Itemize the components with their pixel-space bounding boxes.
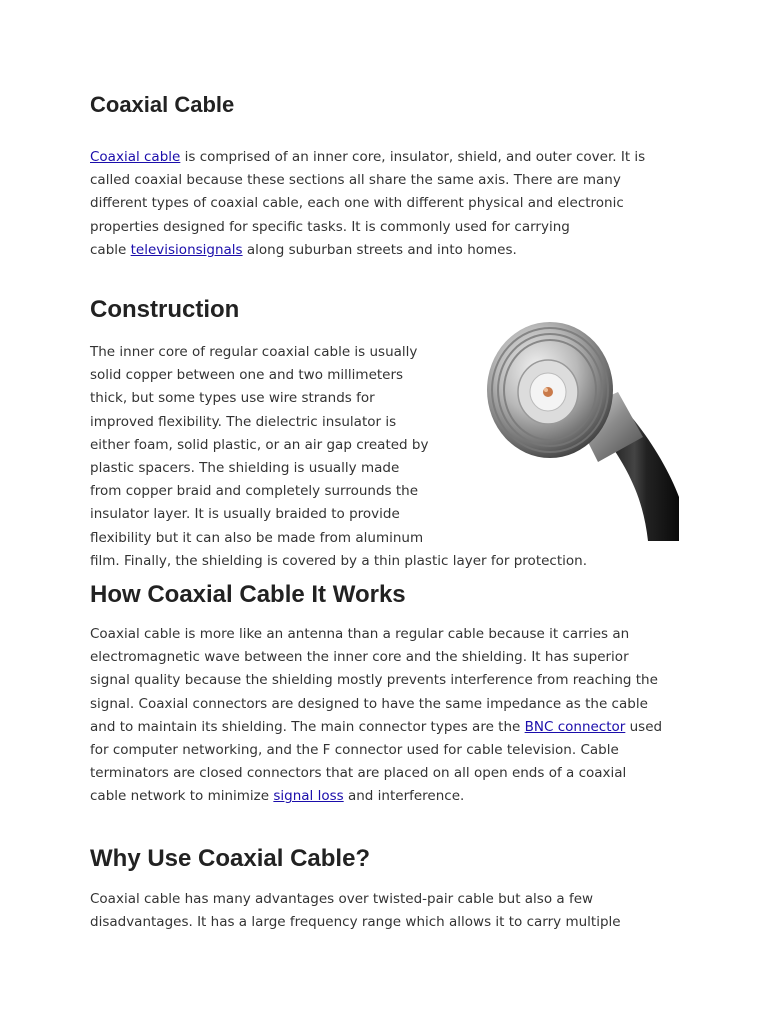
line-text: used (625, 718, 663, 735)
line-text: either foam, solid plastic, or an air gap created by (90, 436, 429, 453)
section-heading-coaxial-cable: Coaxial Cable (90, 92, 235, 117)
line-text: film. Finally, the shielding is covered by a thin plastic layer for protection. (90, 552, 587, 569)
paragraph-line (90, 739, 662, 762)
paragraph-line (90, 646, 662, 669)
line-text: Coaxial cable is more like an antenna than a regular cable because it carries an (90, 626, 630, 642)
paragraph-line (90, 911, 621, 934)
line-text: is comprised of an inner core, insulator, shield, and outer cover. It is (180, 149, 646, 165)
paragraph-line (90, 762, 662, 785)
line-text: plastic spacers. The shielding is usually made (90, 460, 400, 477)
line-text: for computer networking, and the F connector used for cable television. Cable (90, 742, 619, 759)
line-text: Coaxial cable has many advantages over twisted-pair cable but also a few (90, 891, 594, 907)
line-text: called coaxial because these sections all share the same axis. There are many (90, 172, 621, 189)
paragraph-line (90, 550, 587, 573)
line-text: properties designed for specific tasks. It is commonly used for carrying (90, 218, 570, 235)
inline-link[interactable]: Coaxial cable (90, 149, 181, 165)
line-text: disadvantages. It has a large frequency range which allows it to carry multiple (90, 914, 621, 931)
line-text: improved flexibility. The dielectric insulator is (90, 413, 397, 430)
line-text: thick, but some types use wire strands for (90, 390, 375, 407)
inline-link[interactable]: televisionsignals (130, 241, 243, 258)
line-text: solid copper between one and two millimeters (90, 367, 404, 384)
line-text: cable (90, 241, 131, 258)
paragraph-line (90, 693, 662, 716)
paragraph-line (90, 146, 645, 169)
inline-link[interactable]: BNC connector (524, 718, 626, 735)
section-heading-why-use: Why Use Coaxial Cable? (90, 845, 371, 872)
paragraph-line (90, 239, 645, 262)
line-text: signal quality because the shielding mostly prevents interference from reaching the (90, 672, 658, 689)
line-text: terminators are closed connectors that are placed on all open ends of a coaxial (90, 765, 627, 782)
line-text: different types of coaxial cable, each one with different physical and electronic (90, 195, 624, 212)
paragraph-line (90, 785, 662, 808)
paragraph-why-use (90, 888, 621, 934)
paragraph-how-it-works (90, 623, 662, 809)
paragraph-line (90, 169, 645, 192)
paragraph-line (90, 192, 645, 215)
paragraph-line (90, 216, 645, 239)
paragraph-line (90, 888, 621, 911)
line-text: The inner core of regular coaxial cable is usually (90, 344, 418, 360)
line-text: and to maintain its shielding. The main connector types are the (90, 718, 525, 735)
line-text: insulator layer. It is usually braided to provide (90, 506, 400, 523)
coaxial-cable-image (478, 297, 679, 541)
line-text: and interference. (343, 788, 465, 805)
line-text: from copper braid and completely surrounds the (90, 483, 419, 500)
section-heading-construction: Construction (90, 296, 240, 323)
section-heading-how-it-works: How Coaxial Cable It Works (90, 581, 406, 608)
paragraph-line (90, 623, 662, 646)
line-text: signal. Coaxial connectors are designed to have the same impedance as the cable (90, 695, 648, 712)
paragraph-intro (90, 146, 645, 262)
inline-link[interactable]: signal loss (273, 788, 344, 805)
line-text: flexibility but it can also be made from aluminum (90, 529, 424, 546)
paragraph-line (90, 669, 662, 692)
coaxial-cable-photo (478, 297, 679, 541)
line-text: along suburban streets and into homes. (242, 241, 517, 258)
line-text: electromagnetic wave between the inner core and the shielding. It has superior (90, 649, 629, 666)
paragraph-line (90, 716, 662, 739)
line-text: cable network to minimize (90, 788, 274, 805)
